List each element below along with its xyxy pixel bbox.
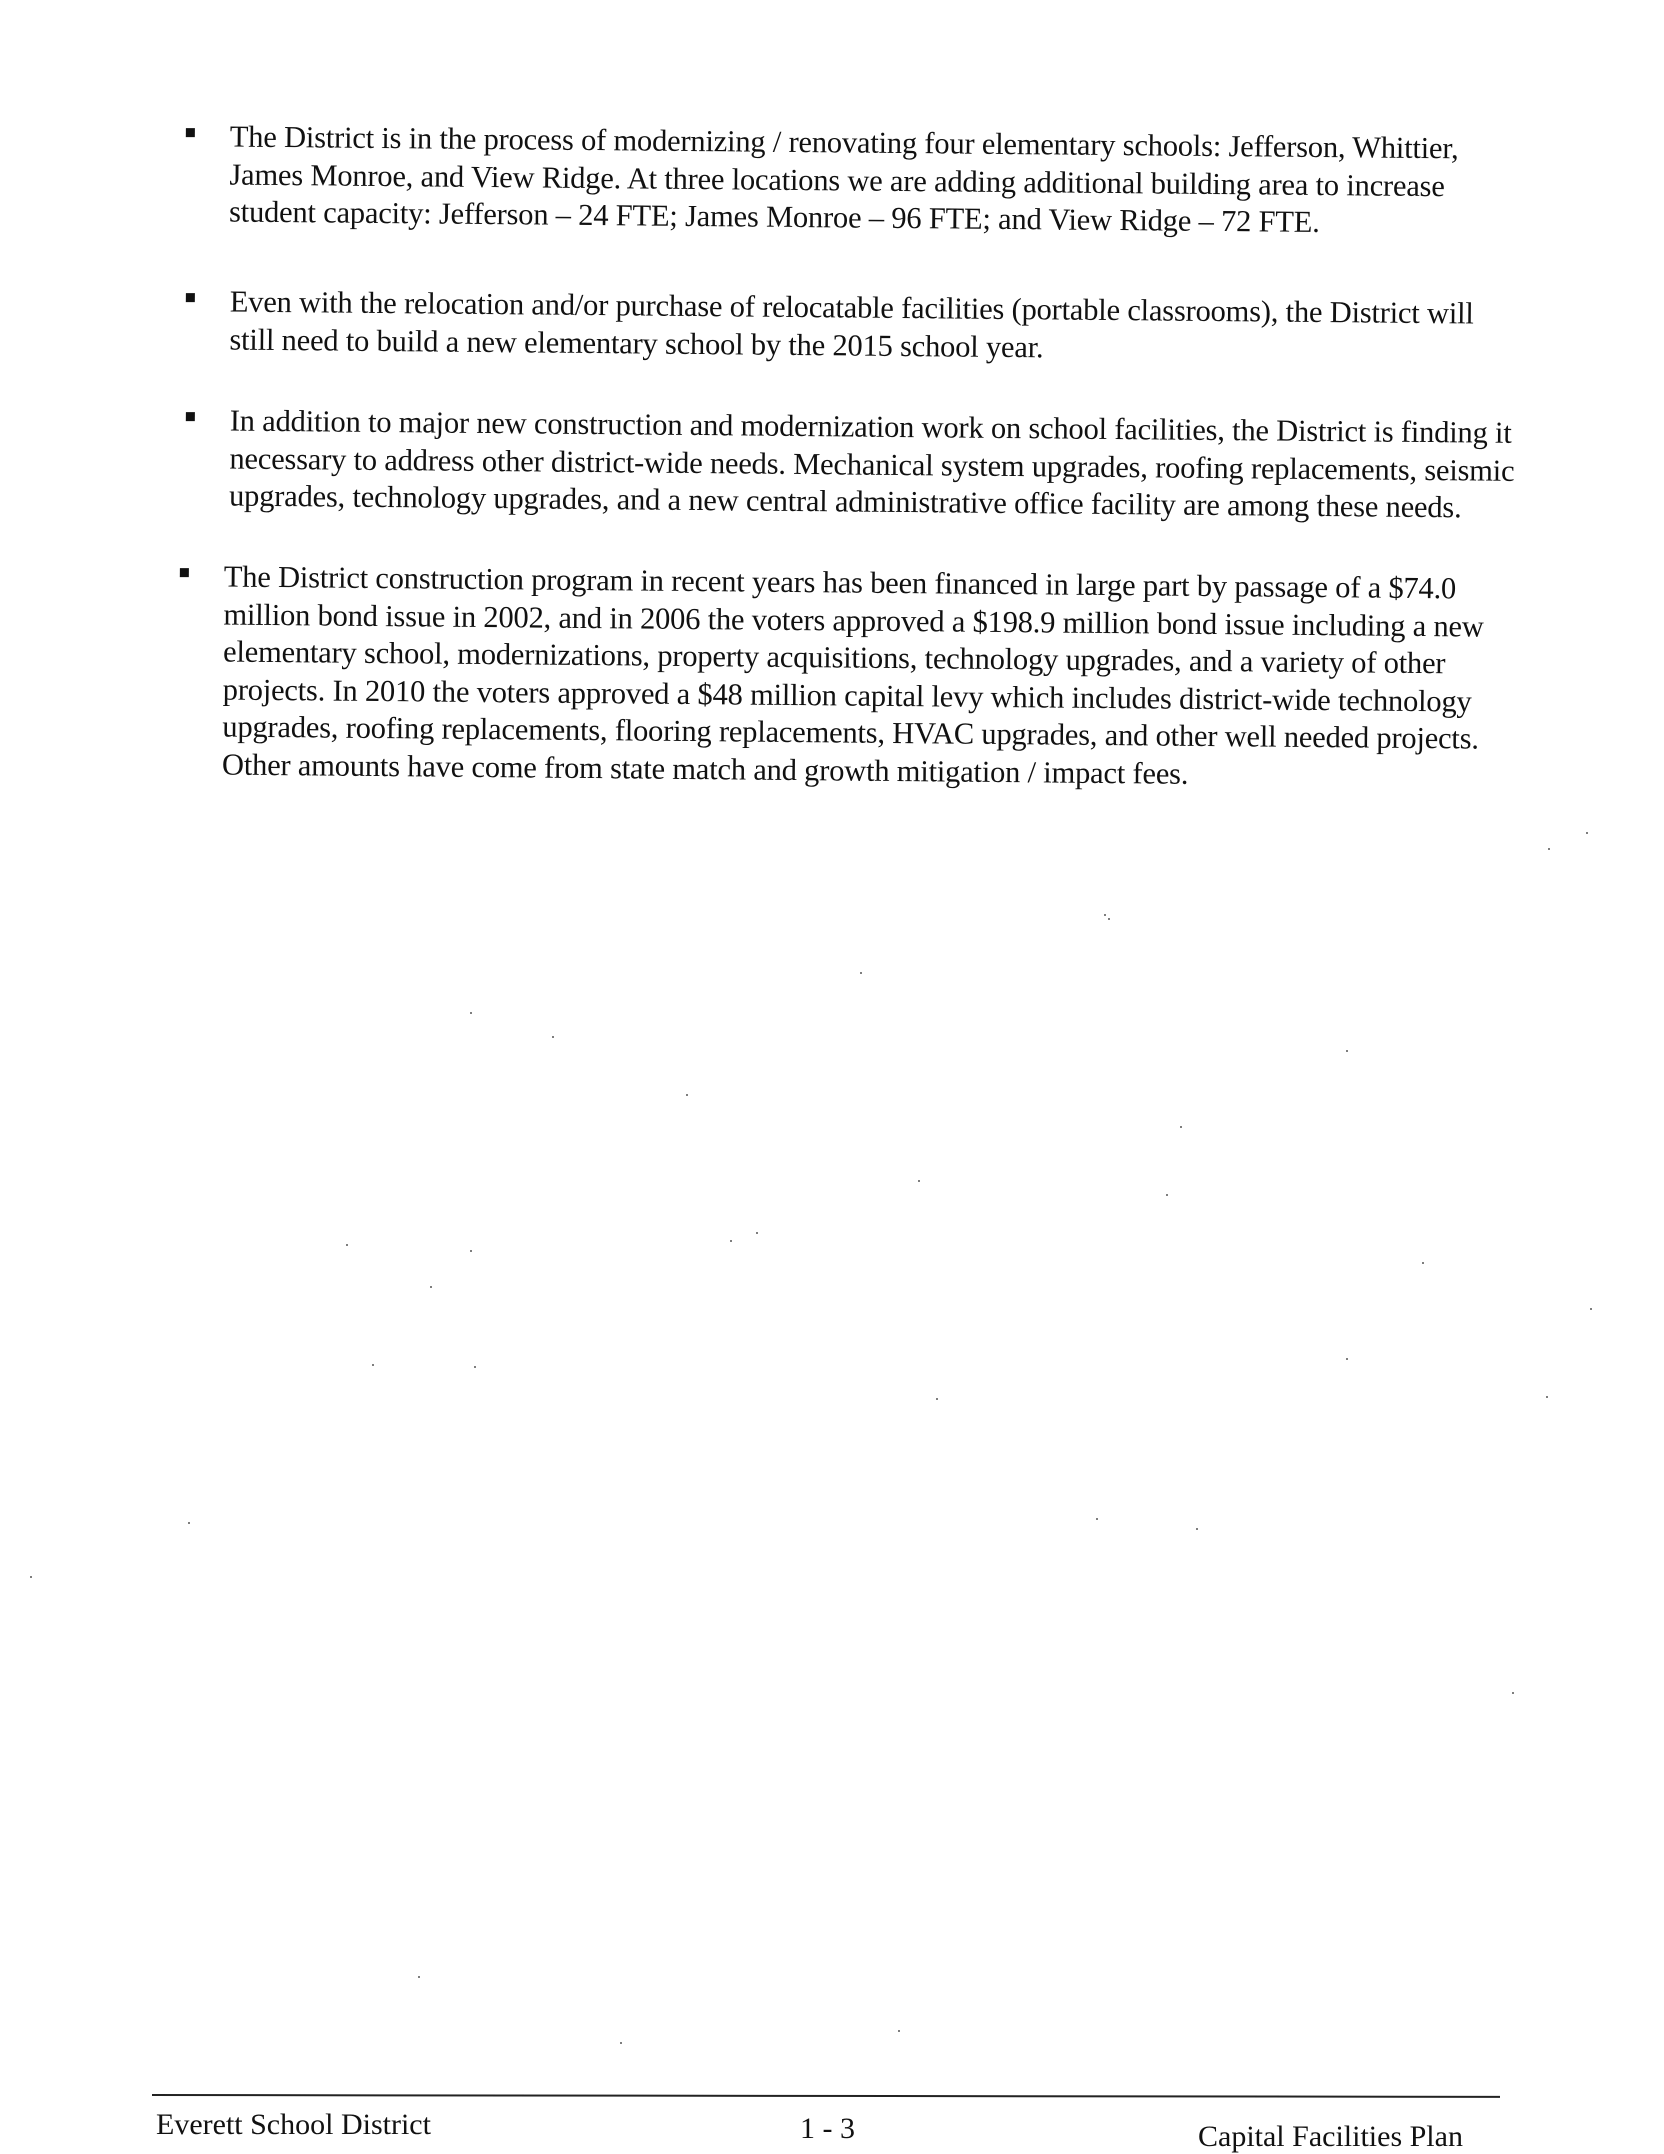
square-bullet-icon <box>186 412 195 421</box>
square-bullet-icon <box>180 568 189 577</box>
bullet-text: In addition to major new construction and modernization work on school facilities, the District is finding it necessary to address other district-wide needs. Mechanical system upgrades, roofing replacements, seismic upgrades, technology upgrades, and a new central administrative office facility are among these needs. <box>228 403 1515 524</box>
footer-page-number: 1 - 3 <box>800 2112 855 2145</box>
bullet-item-new-school <box>175 283 1526 371</box>
square-bullet-icon <box>186 293 195 302</box>
bullet-item-financing <box>168 558 1526 796</box>
footer-document-title: Capital Facilities Plan <box>1198 2120 1463 2153</box>
footer-divider <box>152 2094 1500 2098</box>
bullet-text: The District construction program in recent years has been financed in large part by passage of a $74.0 million bond issue in 2002, and in 2006 the voters approved a $198.9 million bond issue including a new elementary school, modernizations, property acquisitions, technology upgrades, and a variety of other projects. In 2010 the voters approved a $48 million capital levy which includes district-wide technology upgrades, roofing replacements, flooring replacements, HVAC upgrades, and other well needed projects. Other amounts have come from state match and growth mitigation / impact fees. <box>221 559 1484 791</box>
square-bullet-icon <box>186 128 195 137</box>
bullet-text: Even with the relocation and/or purchase of relocatable facilities (portable classrooms), the District will still need to build a new elementary school by the 2015 school year. <box>229 284 1474 364</box>
bullet-text: The District is in the process of modernizing / renovating four elementary schools: Jefferson, Whittier, James Monroe, and View Ridge. At three locations we are adding additional building area to increase student capacity: Jefferson – 24 FTE; James Monroe – 96 FTE; and View Ridge – 72 FTE. <box>228 119 1459 239</box>
bullet-list <box>176 118 1526 835</box>
footer-district-name: Everett School District <box>156 2108 431 2141</box>
bullet-item-district-needs <box>175 402 1526 527</box>
bullet-item-modernization <box>175 118 1526 243</box>
